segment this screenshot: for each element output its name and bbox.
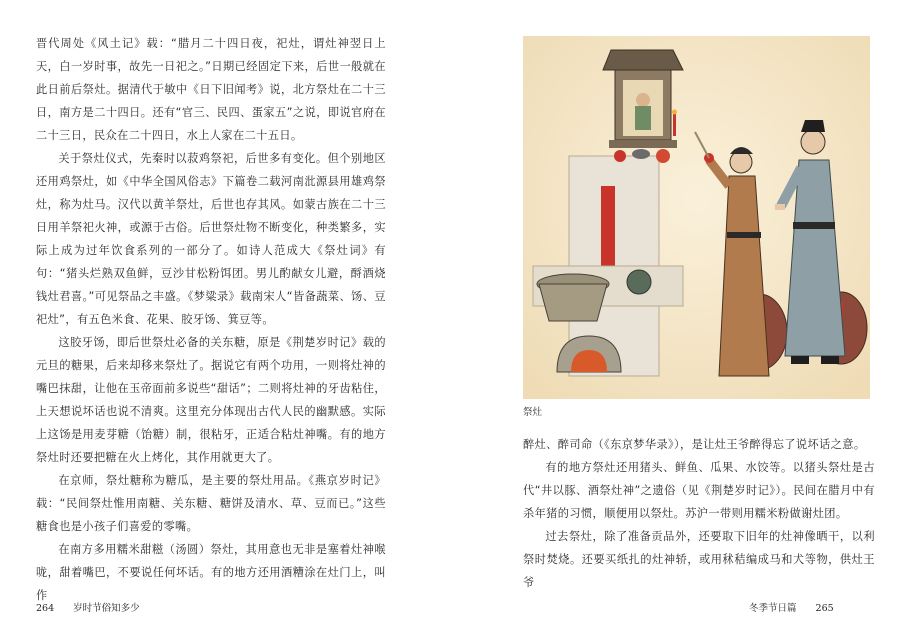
page-number: 264 (36, 603, 55, 614)
paragraph: 在南方多用糯米甜糍（汤圆）祭灶，其用意也无非是塞着灶神喉咙，甜着嘴巴，不要说任何坏话。有的地方还用酒糟涂在灶门上，叫作 (36, 543, 386, 602)
running-title: 冬季节日篇 (749, 603, 797, 614)
paragraph: 过去祭灶，除了准备贡品外，还要取下旧年的灶神像晒干，以利祭时焚烧。还要买纸扎的灶神轿，或用秫秸编成马和犬等物，供灶王爷 (523, 530, 875, 589)
left-footer (36, 600, 140, 614)
illustration-caption: 祭灶 (523, 407, 543, 418)
paragraph: 醉灶、醉司命（《东京梦华录》），是让灶王爷醉得忘了说坏话之意。 (523, 438, 866, 451)
page-number: 265 (815, 603, 834, 614)
paragraph: 晋代周处《风土记》载：“腊月二十四日夜，祀灶，谓灶神翌日上天，白一岁时事，故先一日祀之。”日期已经固定下来，后世一般就在此日前后祭灶。据清代于敏中《日下旧闻考》说，北方祭灶在二十三日，南方是二十四日。还有“官三、民四、蛋家五”之说，即说官府在二十三日，民众在二十四日，水上人家在二十五日。 (36, 37, 386, 142)
paragraph: 这胶牙饧，即后世祭灶必备的关东糖，原是《荆楚岁时记》载的元旦的糖果，后来却移来祭灶了。据说它有两个功用，一则将灶神的嘴巴抹甜，让他在玉帝面前多说些“甜话”；二则将灶神的牙齿粘住，上天想说坏话也说不清爽。这里充分体现出古代人民的幽默感。实际上这饧是用麦芽糖（饴糖）制，很粘牙，正适合粘灶神嘴。有的地方祭灶时还要把糖在火上烤化，其作用就更大了。 (36, 336, 386, 464)
paragraph: 关于祭灶仪式，先秦时以菽鸡祭祀，后世多有变化。但个别地区还用鸡祭灶，如《中华全国风俗志》下篇卷二载河南沘源县用雄鸡祭灶，称为灶马。汉代以黄羊祭灶，后世也存其风。如蒙古族在二十三日用羊祭祀火神，或源于古俗。后世祭灶物不断变化，种类繁多，实际上成为过年饮食系列的一部分了。如诗人范成大《祭灶词》有句：“猪头烂熟双鱼鲜，豆沙甘松粉饵团。男儿酌献女儿避，酹酒烧钱灶君喜。”可见祭品之丰盛。《梦粱录》载南宋人“皆备蔬菜、饧、豆祀灶”，有五色米食、花果、胶牙饧、箕豆等。 (36, 152, 386, 326)
shrine (603, 50, 683, 148)
kitchen-god-illustration (523, 36, 870, 399)
right-footer (749, 600, 834, 614)
illustration-drawing (523, 36, 870, 399)
left-page-body (36, 32, 386, 607)
right-page-body (523, 433, 875, 594)
left-page (0, 0, 452, 643)
paragraph: 在京师，祭灶糖称为糖瓜，是主要的祭灶用品。《燕京岁时记》载：“民间祭灶惟用南糖、关东糖、糖饼及清水、草、豆而已。”这些糖食也是小孩子们喜爱的零嘴。 (36, 474, 386, 533)
running-title: 岁时节俗知多少 (73, 603, 140, 614)
right-page (453, 0, 905, 643)
paragraph: 有的地方祭灶还用猪头、鲜鱼、瓜果、水饺等。以猪头祭灶是古代“井以豚、酒祭灶神”之遗俗（见《荆楚岁时记》）。民间在腊月中有杀年猪的习惯，顺便用以祭灶。苏沪一带则用糯米粉做谢灶团。 (523, 461, 875, 520)
